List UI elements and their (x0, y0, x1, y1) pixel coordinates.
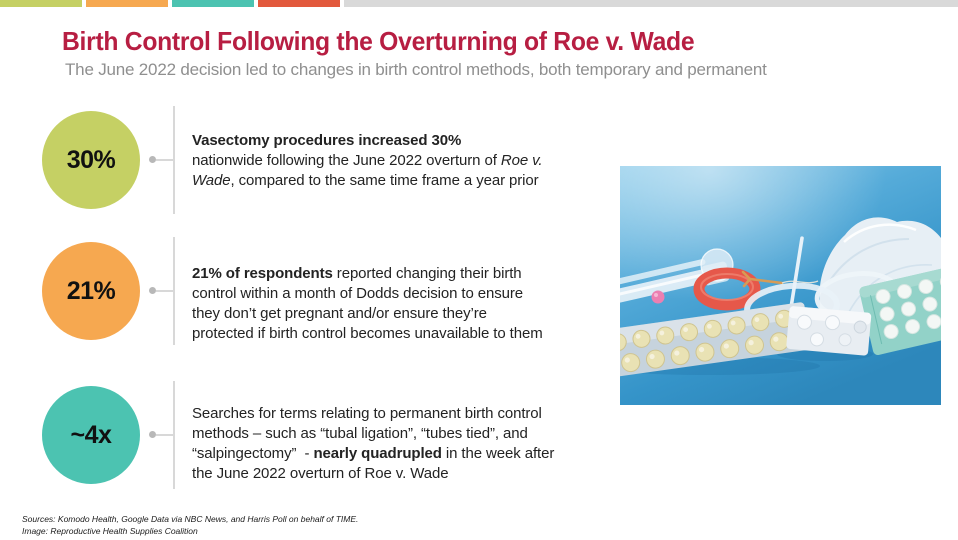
divider-line (173, 381, 175, 489)
top-bar-segment (172, 0, 254, 7)
source-credits (22, 514, 358, 537)
stat-row-respondents (0, 242, 640, 340)
stat-value: ~4x (70, 420, 112, 449)
connector-dot (149, 287, 156, 294)
page-title: Birth Control Following the Overturning of Roe v. Wade (62, 26, 695, 56)
divider-line (173, 237, 175, 345)
stat-text: Vasectomy procedures increased 30% nationwide following the June 2022 overturn of Roe v. Wade, compared to the same time frame a year prior (192, 132, 543, 189)
top-bar-segment (258, 0, 340, 7)
connector-line (156, 159, 173, 161)
stat-value: 30% (66, 145, 116, 174)
stat-value: 21% (66, 276, 116, 305)
divider-line (173, 106, 175, 214)
connector-line (156, 290, 173, 292)
stat-row-searches (0, 386, 640, 484)
top-bar-segment (344, 0, 958, 7)
stat-text: Searches for terms relating to permanent birth control methods – such as “tubal ligation”, “tubes tied”, and “salpingectomy” - nearly quadrupled in the week after the June 2022 overturn of Roe v. Wade (192, 405, 555, 482)
photo-illustration (620, 166, 941, 405)
top-color-bar (0, 0, 958, 7)
stat-circle (42, 386, 140, 484)
top-bar-segment (86, 0, 168, 7)
connector-dot (149, 156, 156, 163)
connector-line (156, 434, 173, 436)
stat-row-vasectomy (0, 111, 640, 209)
image-credit-line: Image: Reproductive Health Supplies Coalition (22, 525, 198, 536)
sources-line: Sources: Komodo Health, Google Data via NBC News, and Harris Poll on behalf of TIME. (22, 514, 359, 524)
photo-birth-control-supplies (620, 166, 941, 405)
stat-text: 21% of respondents reported changing their birth control within a month of Dodds decision to ensure they don’t get pregnant and/or ensure they’re protected if birth control becomes unavailable to them (192, 265, 543, 342)
stat-circle (42, 242, 140, 340)
stat-circle (42, 111, 140, 209)
page-subtitle: The June 2022 decision led to changes in birth control methods, both temporary and permanent (65, 60, 767, 79)
connector-dot (149, 431, 156, 438)
top-bar-segment (0, 0, 82, 7)
